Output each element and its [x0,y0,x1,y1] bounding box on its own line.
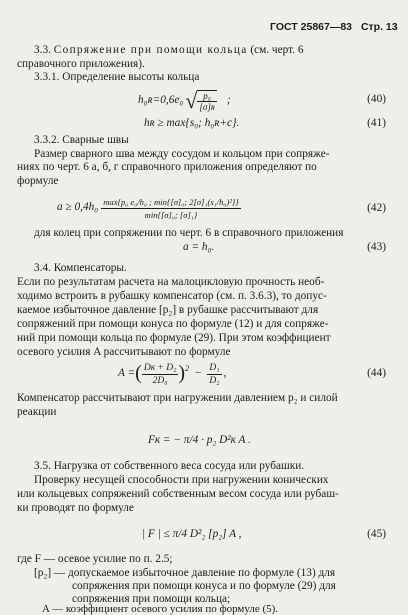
paragraph-line: Компенсатор рассчитывают при нагружении давлением p₂ и силой [17,392,338,404]
formula-42-numerator: max{p₀ e₀/h₀ ; min{[σ]₀; 2[σ]₁(s₁/h₀)²}} [103,196,239,207]
formula-44-comma: , [223,367,227,380]
formula-42-denominator: min{[σ]₀; [σ]₁} [144,209,198,220]
formula-44-numerator-2: D₁ [209,362,220,373]
where-clause: где F — осевое усилие по п. 2.5; [17,553,173,565]
definition-line: сопряжения при помощи кольца; [72,593,231,605]
definition-line: сопряжения при помощи конуса и по формуле (29) для [72,580,336,592]
exponent-2: 2 [185,364,190,373]
formula-41: hʀ ≥ max{s₀; h₀ʀ+c}. [144,117,240,129]
page-header [270,21,398,35]
equation-number-43: (43) [367,241,386,253]
paren-close: ) [178,362,186,385]
formula-fk: Fᴋ = − π/4 · p₂ D²ᴋ A . [148,434,251,446]
paragraph-line: ходимо встроить в рубашку компенсатор (см. п. 3.6.3), то допус- [17,290,327,302]
formula-42 [57,189,241,227]
formula-44-numerator-1: Dᴋ + D₂ [143,362,177,373]
equation-number-45: (45) [367,528,386,540]
paragraph-line: ки проводят по формуле [17,502,134,514]
page-number: Стр. 13 [360,21,398,33]
formula-44 [118,356,226,392]
formula-43: a = h₀. [183,241,215,253]
gost-number: ГОСТ 25867—83 [270,21,353,33]
section-3-5-title: 3.5. Нагрузка от собственного веса сосуда или рубашки. [34,460,305,472]
definition-line: A — коэффициент осевого усилия по формуле (5). [42,603,279,615]
paren-open: ( [135,362,142,385]
section-ref: (см. черт. 6 [250,44,304,56]
section-title: Сопряжение при помощи кольца [53,44,248,56]
paragraph-line: или кольцевых сопряжений собственным весом сосуда или рубаш- [17,488,339,500]
formula-40-tail: ; [226,94,231,107]
formula-44-fraction-1 [142,362,179,387]
formula-40 [138,88,231,114]
formula-44-lhs: A = [118,367,136,380]
subsection-3-3-2-title: 3.3.2. Сварные швы [34,134,129,146]
section-ref-line2: справочного приложения). [17,58,145,70]
equation-number-44: (44) [367,367,386,379]
formula-40-denominator: [σ]ʀ [199,102,215,112]
paragraph-line: ниях по черт. 6 а, б, г справочного приложения определяют по [17,161,317,173]
paragraph-line: сопряжений при помощи конуса по формуле (12) и для сопряже- [17,318,329,330]
subsection-3-3-1-title: 3.3.1. Определение высоты кольца [34,71,200,83]
paragraph-line: Проверку несущей способности при нагружении конических [34,474,329,486]
formula-40-numerator: p₀ [197,91,216,102]
formula-42-fraction [101,196,240,221]
formula-42-lhs: a ≥ 0,4h₀ [57,201,99,214]
section-3-4-title: 3.4. Компенсаторы. [34,262,127,274]
sqrt-sign: √ [185,88,198,114]
minus-sign: − [195,367,202,380]
equation-number-40: (40) [367,93,386,105]
section-number: 3.3. [34,44,51,56]
formula-40-lhs: h₀ʀ=0,6e₀ [138,94,184,107]
paragraph-line: для колец при сопряжении по черт. 6 в справочного приложения [34,227,344,239]
paragraph-line: реакции [17,406,57,418]
section-3-3-heading [34,44,304,58]
paragraph-line: Если по результатам расчета на малоцикловую прочность необ- [17,276,325,288]
paragraph-line: формуле [17,175,59,187]
paragraph-line: каемое избыточное давление [p₂] в рубашке рассчитывают для [17,304,319,316]
formula-44-fraction-2 [207,362,221,387]
definition-line: [p₂] — допускаемое избыточное давление по формуле (13) для [34,567,336,579]
formula-40-fraction [197,90,216,112]
formula-45: | F | ≤ π/4 D²₂ [p₂] A , [142,528,242,540]
formula-44-denominator-2: D₂ [209,375,220,386]
equation-number-41: (41) [367,117,386,129]
formula-44-denominator-1: 2D₀ [152,375,168,386]
paragraph-line: Размер сварного шва между сосудом и кольцом при сопряже- [34,148,330,160]
equation-number-42: (42) [367,202,386,214]
paragraph-line: ний при помощи кольца по формуле (29). При этом коэффициент [17,332,331,344]
paragraph-line: осевого усилия A рассчитывают по формуле [17,346,231,358]
